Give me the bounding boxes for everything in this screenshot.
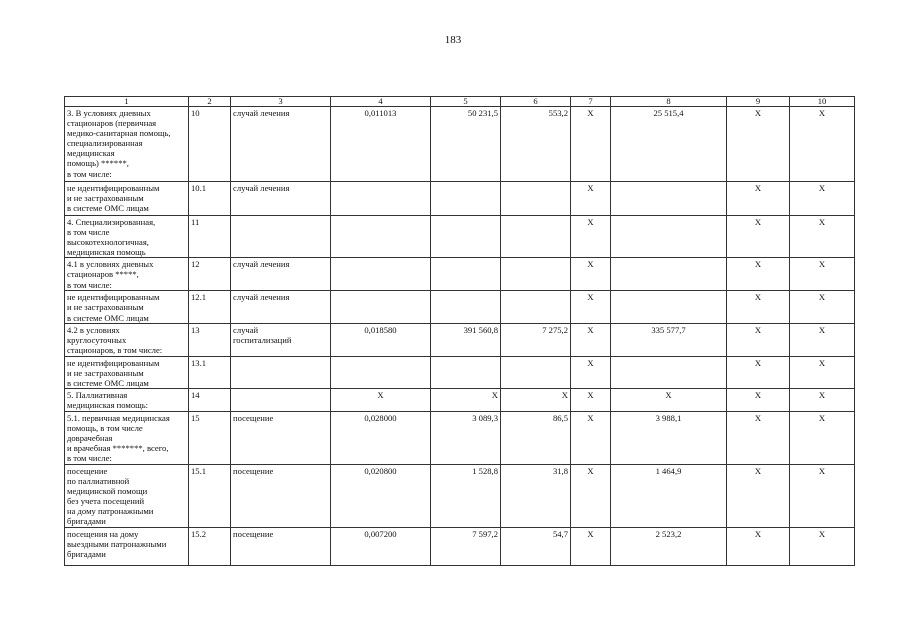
row-col9: Х bbox=[727, 258, 790, 291]
table-body bbox=[65, 97, 855, 566]
row-per-capita bbox=[501, 258, 571, 291]
row-code: 15 bbox=[189, 411, 231, 464]
row-per-capita: Х bbox=[501, 388, 571, 411]
row-per-capita: 553,2 bbox=[501, 107, 571, 182]
row-col9: Х bbox=[727, 527, 790, 565]
header-cell: 8 bbox=[611, 97, 727, 107]
row-code: 13 bbox=[189, 323, 231, 356]
table-row bbox=[65, 107, 855, 182]
row-unit bbox=[231, 388, 331, 411]
row-col9: Х bbox=[727, 464, 790, 527]
row-norm bbox=[331, 258, 431, 291]
row-unit: случай лечения bbox=[231, 291, 331, 323]
row-col9: Х bbox=[727, 107, 790, 182]
row-col10: Х bbox=[790, 107, 855, 182]
header-cell: 6 bbox=[501, 97, 571, 107]
row-col7: Х bbox=[571, 388, 611, 411]
row-cost: Х bbox=[431, 388, 501, 411]
row-col10: Х bbox=[790, 182, 855, 216]
row-col9: Х bbox=[727, 388, 790, 411]
table-row bbox=[65, 182, 855, 216]
table-row bbox=[65, 411, 855, 464]
row-norm: 0,018580 bbox=[331, 323, 431, 356]
row-cost: 7 597,2 bbox=[431, 527, 501, 565]
row-col10: Х bbox=[790, 291, 855, 323]
row-unit bbox=[231, 356, 331, 388]
row-description: посещение по паллиативной медицинской помощи без учета посещений на дому патронажными бригадами bbox=[65, 464, 189, 527]
row-cost bbox=[431, 258, 501, 291]
row-col8: Х bbox=[611, 388, 727, 411]
row-unit: случай госпитализаций bbox=[231, 323, 331, 356]
row-cost: 391 560,8 bbox=[431, 323, 501, 356]
row-code: 15.2 bbox=[189, 527, 231, 565]
row-col9: Х bbox=[727, 291, 790, 323]
row-code: 11 bbox=[189, 216, 231, 258]
norms-table bbox=[64, 96, 855, 566]
row-col9: Х bbox=[727, 356, 790, 388]
row-col8: 335 577,7 bbox=[611, 323, 727, 356]
table-row bbox=[65, 291, 855, 323]
row-col10: Х bbox=[790, 258, 855, 291]
page-number: 183 bbox=[444, 34, 462, 46]
table-row bbox=[65, 388, 855, 411]
row-col10: Х bbox=[790, 323, 855, 356]
row-code: 12.1 bbox=[189, 291, 231, 323]
header-cell: 7 bbox=[571, 97, 611, 107]
row-col10: Х bbox=[790, 464, 855, 527]
row-cost bbox=[431, 182, 501, 216]
row-norm: 0,007200 bbox=[331, 527, 431, 565]
row-cost bbox=[431, 291, 501, 323]
row-description: 4.2 в условиях круглосуточных стационаров, в том числе: bbox=[65, 323, 189, 356]
row-col8 bbox=[611, 182, 727, 216]
row-col7: Х bbox=[571, 258, 611, 291]
row-per-capita bbox=[501, 216, 571, 258]
row-description: 5. Паллиативная медицинская помощь: bbox=[65, 388, 189, 411]
row-code: 14 bbox=[189, 388, 231, 411]
row-code: 15.1 bbox=[189, 464, 231, 527]
row-description: не идентифицированным и не застрахованным в системе ОМС лицам bbox=[65, 182, 189, 216]
row-col7: Х bbox=[571, 107, 611, 182]
row-norm: Х bbox=[331, 388, 431, 411]
header-cell: 2 bbox=[189, 97, 231, 107]
row-col7: Х bbox=[571, 464, 611, 527]
row-code: 10.1 bbox=[189, 182, 231, 216]
row-norm: 0,028000 bbox=[331, 411, 431, 464]
row-col7: Х bbox=[571, 323, 611, 356]
row-norm bbox=[331, 182, 431, 216]
row-cost: 50 231,5 bbox=[431, 107, 501, 182]
row-code: 10 bbox=[189, 107, 231, 182]
row-norm: 0,011013 bbox=[331, 107, 431, 182]
table-row bbox=[65, 356, 855, 388]
row-col10: Х bbox=[790, 388, 855, 411]
row-cost bbox=[431, 216, 501, 258]
row-unit: случай лечения bbox=[231, 182, 331, 216]
row-per-capita bbox=[501, 182, 571, 216]
row-unit: посещение bbox=[231, 464, 331, 527]
row-col7: Х bbox=[571, 182, 611, 216]
header-cell: 9 bbox=[727, 97, 790, 107]
row-code: 13.1 bbox=[189, 356, 231, 388]
row-col8 bbox=[611, 216, 727, 258]
row-col7: Х bbox=[571, 291, 611, 323]
header-cell: 1 bbox=[65, 97, 189, 107]
row-col7: Х bbox=[571, 527, 611, 565]
table-row bbox=[65, 464, 855, 527]
row-unit: случай лечения bbox=[231, 107, 331, 182]
row-col10: Х bbox=[790, 527, 855, 565]
row-description: 4. Специализированная, в том числе высокотехнологичная, медицинская помощь bbox=[65, 216, 189, 258]
row-per-capita: 31,8 bbox=[501, 464, 571, 527]
row-col9: Х bbox=[727, 323, 790, 356]
row-norm bbox=[331, 291, 431, 323]
row-unit bbox=[231, 216, 331, 258]
row-col9: Х bbox=[727, 411, 790, 464]
row-per-capita bbox=[501, 356, 571, 388]
row-description: посещения на дому выездными патронажными бригадами bbox=[65, 527, 189, 565]
row-col8: 3 988,1 bbox=[611, 411, 727, 464]
header-cell: 5 bbox=[431, 97, 501, 107]
row-col7: Х bbox=[571, 356, 611, 388]
row-norm: 0,020800 bbox=[331, 464, 431, 527]
table-row bbox=[65, 216, 855, 258]
row-col10: Х bbox=[790, 216, 855, 258]
row-col9: Х bbox=[727, 182, 790, 216]
row-cost bbox=[431, 356, 501, 388]
row-unit: посещение bbox=[231, 527, 331, 565]
row-description: 5.1. первичная медицинская помощь, в том числе доврачебная и врачебная *******, всего, в том числе: bbox=[65, 411, 189, 464]
header-cell: 3 bbox=[231, 97, 331, 107]
header-cell: 10 bbox=[790, 97, 855, 107]
table-row bbox=[65, 527, 855, 565]
row-norm bbox=[331, 216, 431, 258]
row-col8: 2 523,2 bbox=[611, 527, 727, 565]
row-unit: случай лечения bbox=[231, 258, 331, 291]
row-code: 12 bbox=[189, 258, 231, 291]
row-col9: Х bbox=[727, 216, 790, 258]
row-col10: Х bbox=[790, 411, 855, 464]
table-row bbox=[65, 258, 855, 291]
row-description: 3. В условиях дневных стационаров (первичная медико-санитарная помощь, специализированная медицинская помощь) ******, в том числе: bbox=[65, 107, 189, 182]
row-description: не идентифицированным и не застрахованным в системе ОМС лицам bbox=[65, 356, 189, 388]
header-row bbox=[65, 97, 855, 107]
row-col7: Х bbox=[571, 216, 611, 258]
row-col8: 25 515,4 bbox=[611, 107, 727, 182]
header-cell: 4 bbox=[331, 97, 431, 107]
row-unit: посещение bbox=[231, 411, 331, 464]
row-norm bbox=[331, 356, 431, 388]
row-per-capita: 54,7 bbox=[501, 527, 571, 565]
row-col8 bbox=[611, 258, 727, 291]
row-cost: 1 528,8 bbox=[431, 464, 501, 527]
row-col8 bbox=[611, 356, 727, 388]
row-per-capita: 7 275,2 bbox=[501, 323, 571, 356]
row-description: не идентифицированным и не застрахованным в системе ОМС лицам bbox=[65, 291, 189, 323]
row-col8 bbox=[611, 291, 727, 323]
row-per-capita: 86,5 bbox=[501, 411, 571, 464]
row-cost: 3 089,3 bbox=[431, 411, 501, 464]
row-col8: 1 464,9 bbox=[611, 464, 727, 527]
row-col10: Х bbox=[790, 356, 855, 388]
row-col7: Х bbox=[571, 411, 611, 464]
row-description: 4.1 в условиях дневных стационаров *****, в том числе: bbox=[65, 258, 189, 291]
table-row bbox=[65, 323, 855, 356]
row-per-capita bbox=[501, 291, 571, 323]
